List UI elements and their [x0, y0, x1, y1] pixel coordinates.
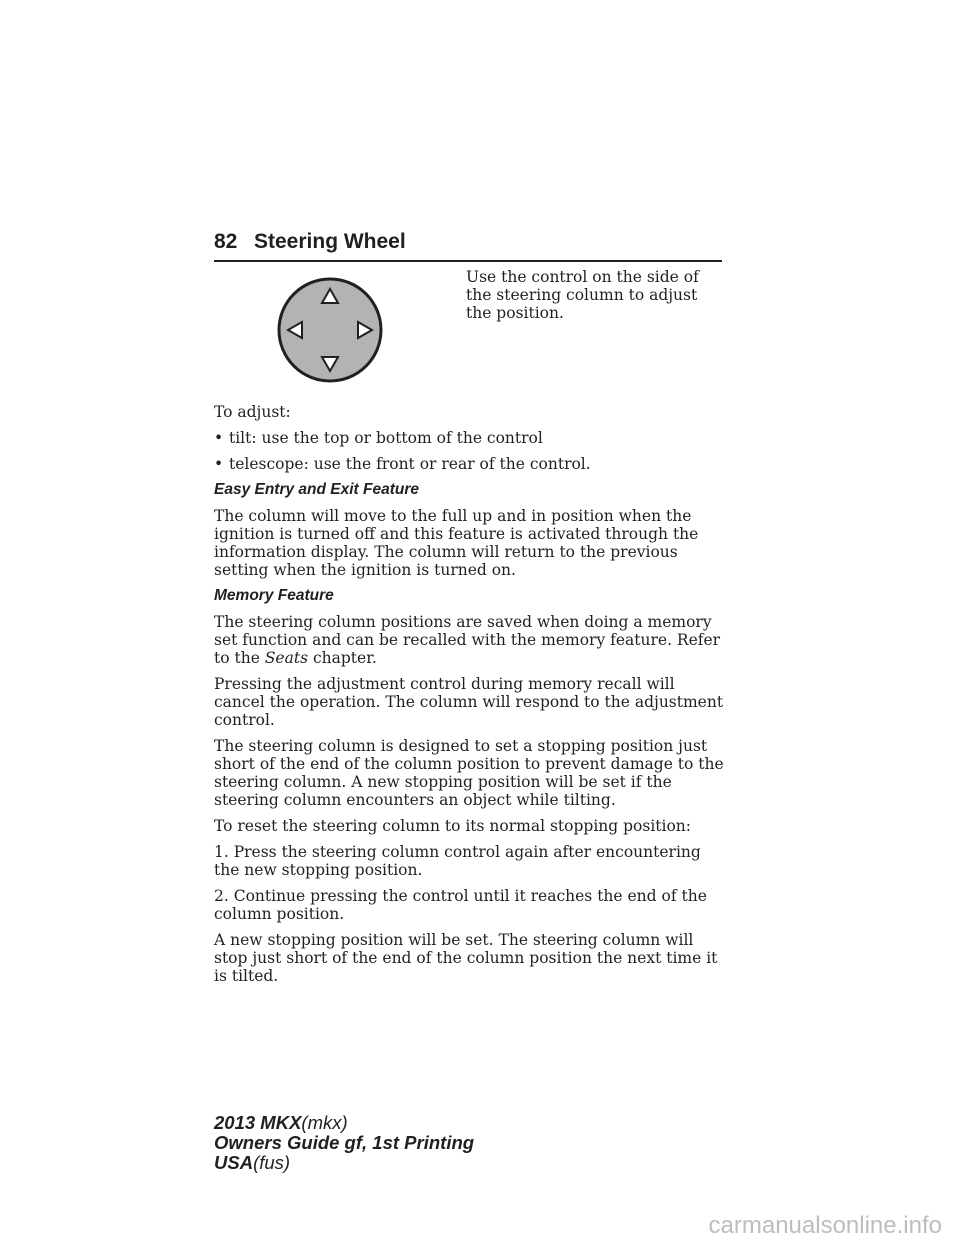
- footer-guide: Owners Guide gf, 1st Printing: [214, 1132, 475, 1153]
- bullet-text: tilt: use the top or bottom of the control: [229, 429, 543, 447]
- footer-line-guide: [214, 1133, 474, 1153]
- memory-recall-text: Pressing the adjustment control during memory recall will cancel the operation. The column will respond to the adjustment control.: [214, 675, 724, 729]
- memory-heading: Memory Feature: [214, 587, 334, 604]
- memory-text: The steering column positions are saved when doing a memory set function and can be recalled with the memory feature. Refer to the: [214, 613, 721, 667]
- seats-chapter-reference: Seats: [264, 649, 309, 667]
- memory-paragraph: [214, 613, 724, 667]
- footer-line-model: [214, 1113, 474, 1133]
- bullet-text: telescope: use the front or rear of the control.: [229, 455, 591, 473]
- bullet-item: [214, 455, 724, 473]
- easy-entry-heading: Easy Entry and Exit Feature: [214, 481, 420, 498]
- bullet-dot: •: [214, 429, 224, 447]
- footer: [214, 1113, 474, 1173]
- footer-model-code: (mkx): [301, 1112, 348, 1133]
- bullet-item: [214, 429, 724, 447]
- reset-result-text: A new stopping position will be set. The steering column will stop just short of the end of the column position the next time it is tilted.: [214, 931, 718, 985]
- page-title: Steering Wheel: [254, 230, 406, 253]
- stopping-position-text: The steering column is designed to set a stopping position just short of the end of the column position to prevent damage to the steering column. A new stopping position will be set if the steering column encounters an object while tilting.: [214, 737, 724, 809]
- footer-region: USA: [214, 1152, 254, 1173]
- reset-step-2: 2. Continue pressing the control until it reaches the end of the column position.: [214, 887, 707, 923]
- body-text: [214, 403, 724, 993]
- page-number: 82: [214, 230, 238, 253]
- watermark: carmanualsonline.info: [708, 1212, 942, 1239]
- bullet-dot: •: [214, 455, 224, 473]
- header-rule: [214, 260, 722, 262]
- footer-region-code: (fus): [253, 1152, 291, 1173]
- intro-text: Use the control on the side of the steering column to adjust the position.: [466, 268, 699, 322]
- reset-intro-text: To reset the steering column to its normal stopping position:: [214, 817, 691, 835]
- page-header: [214, 228, 722, 262]
- steering-column-control-icon: [276, 276, 384, 384]
- memory-text-end: chapter.: [312, 649, 377, 667]
- reset-step-1: 1. Press the steering column control again after encountering the new stopping position.: [214, 843, 701, 879]
- easy-entry-text: The column will move to the full up and in position when the ignition is turned off and this feature is activated through the information display. The column will return to the previous setting when the ignition is turned on.: [214, 507, 699, 579]
- adjust-heading: To adjust:: [214, 403, 291, 421]
- footer-model: 2013 MKX: [214, 1112, 302, 1133]
- footer-line-region: [214, 1153, 474, 1173]
